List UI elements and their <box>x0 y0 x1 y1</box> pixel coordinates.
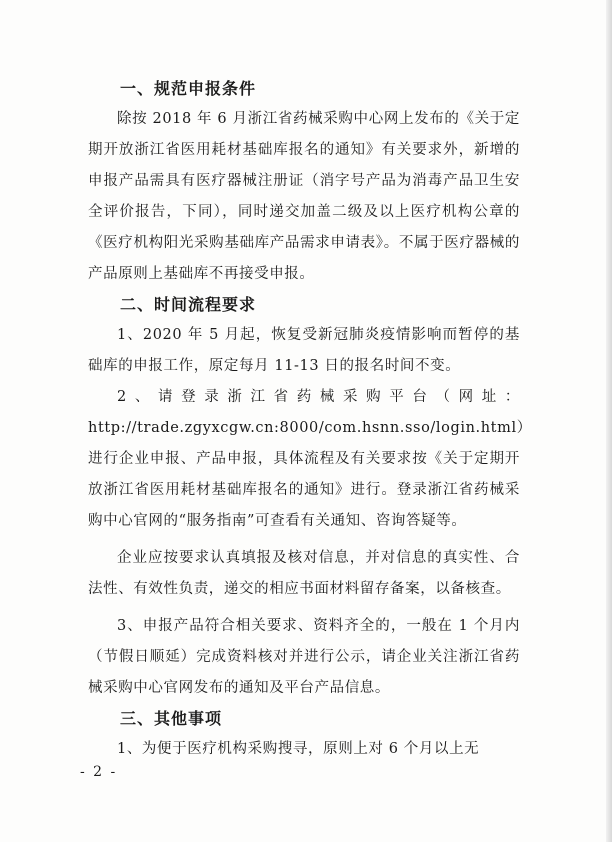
paragraph-timeline-3: 3、申报产品符合相关要求、资料齐全的，一般在 1 个月内（节假日顺延）完成资料核对并进行公示，请企业关注浙江省药械采购中心官网发布的通知及平台产品信息。 <box>88 618 520 696</box>
page-edge <box>606 0 612 842</box>
section-heading-other: 三、其他事项 <box>120 709 223 728</box>
paragraph-timeline-2: 2、请登录浙江省药械采购平台（网址：http://trade.zgyxcgw.cn:8000/com.hsnn.sso/login.html）进行企业申报、产品申报，具体流程及有关要求按《关于定期开放浙江省医用耗材基础库报名的通知》进行。登录浙江省药械采购中心官网的“服务指南”可查看有关通知、咨询答疑等。 <box>88 389 532 529</box>
paragraph-other-1: 1、为便于医疗机构采购搜寻，原则上对 6 个月以上无 <box>117 741 480 757</box>
page-number: - 2 - <box>80 764 118 780</box>
document-body <box>88 74 532 765</box>
paragraph-requirements: 除按 2018 年 6 月浙江省药械采购中心网上发布的《关于定期开放浙江省医用耗材基础库报名的通知》有关要求外，新增的申报产品需具有医疗器械注册证（消字号产品为消毒产品卫生安全评价报告，下同），同时递交加盖二级及以上医疗机构公章的《医疗机构阳光采购基础库产品需求申请表》。不属于医疗器械的产品原则上基础库不再接受申报。 <box>88 111 520 282</box>
paragraph-timeline-enterprise: 企业应按要求认真填报及核对信息，并对信息的真实性、合法性、有效性负责，递交的相应书面材料留存备案，以备核查。 <box>88 550 520 597</box>
section-heading-requirements: 一、规范申报条件 <box>120 79 257 98</box>
section-heading-timeline: 二、时间流程要求 <box>120 295 257 314</box>
paragraph-timeline-1: 1、2020 年 5 月起，恢复受新冠肺炎疫情影响而暂停的基础库的申报工作，原定每月 11-13 日的报名时间不变。 <box>88 327 520 374</box>
